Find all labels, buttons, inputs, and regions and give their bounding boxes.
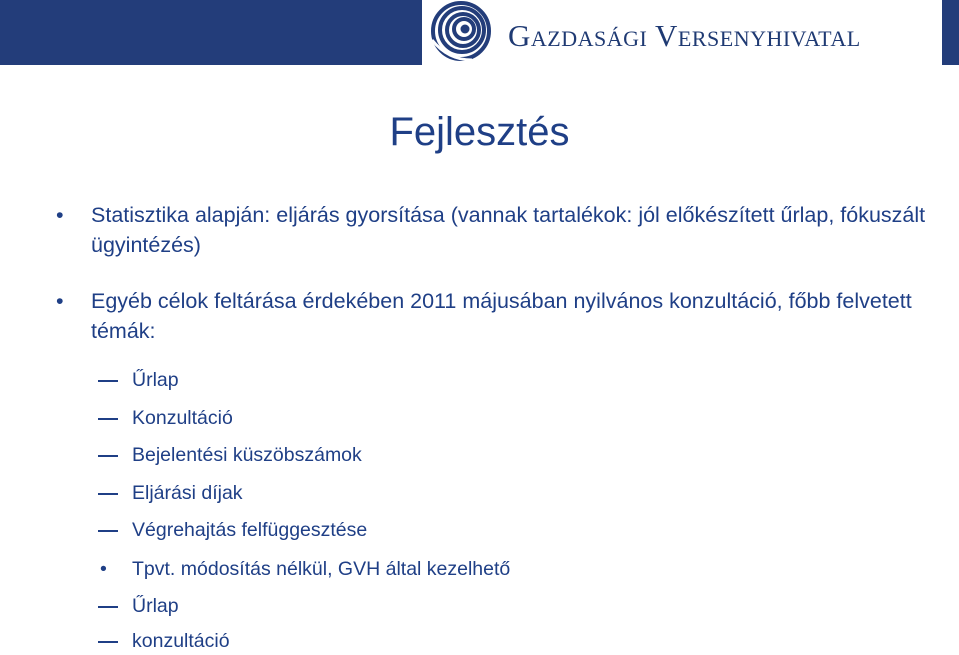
sub-item-text: Űrlap: [132, 595, 179, 617]
slide-title: Fejlesztés: [389, 110, 570, 154]
sub-item-text: Végrehajtás felfüggesztése: [132, 519, 368, 541]
bullet-icon: •: [100, 558, 107, 580]
bullet-icon: •: [56, 203, 64, 227]
sub-item: [98, 592, 858, 620]
sub-item-text: Űrlap: [132, 369, 179, 391]
dash-icon: [98, 455, 118, 457]
sub-item: [98, 441, 858, 469]
dash-icon: [98, 418, 118, 420]
bullet-item: [56, 286, 926, 346]
sub-item: [98, 479, 858, 507]
dash-icon: [98, 606, 118, 608]
bullet-icon: •: [56, 289, 64, 313]
bullet-item: [56, 200, 926, 260]
bullet-text: Statisztika alapján: eljárás gyorsítása (vannak tartalékok: jól előkészített űrlap, fókuszált ügyintézés): [91, 203, 926, 257]
sub-item-text: Bejelentési küszöbszámok: [132, 444, 362, 466]
sub-item-text: Konzultáció: [132, 407, 233, 429]
logo-text: Gazdasági Versenyhivatal: [508, 18, 861, 53]
bullet-text: Egyéb célok feltárása érdekében 2011 májusában nyilvános konzultáció, főbb felvetett témák:: [91, 289, 912, 343]
sub-item: [98, 404, 858, 432]
header-band-left: [0, 0, 422, 65]
dash-icon: [98, 530, 118, 532]
sub-item: [98, 516, 858, 544]
sub-item-text: Eljárási díjak: [132, 482, 243, 504]
sub-item: [98, 627, 858, 655]
dash-icon: [98, 641, 118, 643]
sub-item-text: konzultáció: [132, 630, 230, 652]
sub-item: [98, 366, 858, 394]
dash-icon: [98, 380, 118, 382]
sub-item-text: Tpvt. módosítás nélkül, GVH által kezelhető: [132, 558, 511, 580]
dash-icon: [98, 493, 118, 495]
sub-item: [98, 555, 858, 583]
gvh-logo-icon: [428, 0, 492, 64]
header-band-right: [942, 0, 959, 65]
